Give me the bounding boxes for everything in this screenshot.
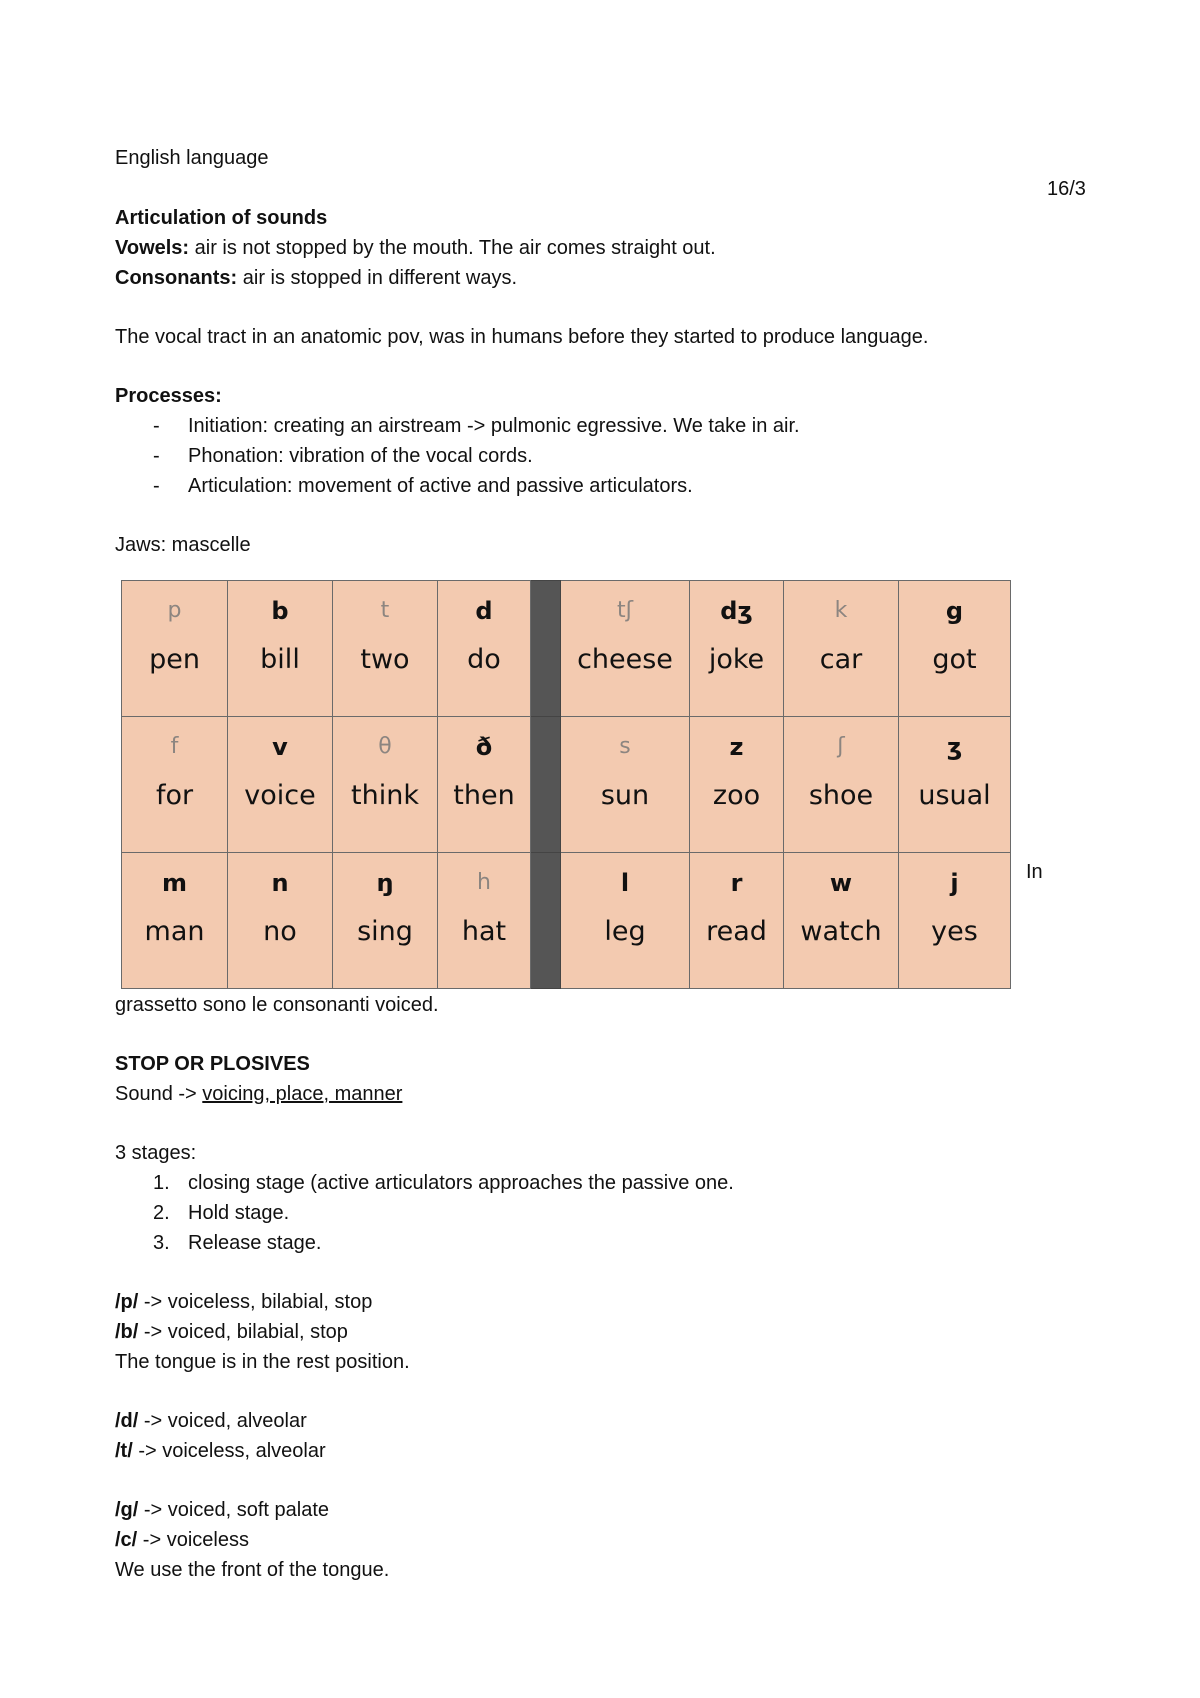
phoneme-desc: -> voiceless, bilabial, stop [138, 1291, 373, 1313]
phoneme-desc: -> voiced, alveolar [138, 1410, 307, 1432]
phoneme-ipa: /c/ [115, 1529, 138, 1551]
phoneme-desc: -> voiced, bilabial, stop [138, 1321, 348, 1343]
table-cell [333, 581, 438, 717]
consonants-text: air is stopped in different ways. [237, 267, 517, 289]
table-cell [122, 581, 228, 717]
phoneme-desc: -> voiced, soft palate [138, 1499, 330, 1521]
ipa-symbol: s [619, 734, 631, 759]
table-cell [228, 717, 333, 853]
table-cell [333, 717, 438, 853]
sound-prefix: Sound -> [115, 1083, 203, 1105]
example-word: car [819, 644, 863, 675]
table-cell [690, 717, 784, 853]
ipa-symbol: w [829, 869, 853, 897]
example-word: usual [918, 780, 991, 811]
phoneme-ipa: /p/ [115, 1291, 139, 1313]
ipa-symbol: h [477, 870, 491, 895]
example-word: for [155, 780, 194, 811]
table-cell [784, 853, 899, 989]
tongue-rest-note: The tongue is in the rest position. [115, 1351, 410, 1373]
ipa-symbol: d [475, 597, 493, 625]
list-marker: - [153, 475, 160, 497]
articulation-heading: Articulation of sounds [115, 207, 328, 229]
list-marker: - [153, 445, 160, 467]
example-word: hat [461, 916, 507, 947]
sound-underlined: voicing, place, manner [202, 1083, 403, 1105]
ipa-symbol: j [950, 869, 959, 897]
list-marker: 1. [153, 1172, 170, 1194]
table-cell [899, 853, 1011, 989]
phoneme-line [115, 1287, 372, 1317]
example-word: cheese [577, 644, 673, 675]
table-cell [561, 853, 690, 989]
ipa-symbol: n [271, 869, 289, 897]
example-word: yes [931, 916, 978, 947]
example-word: leg [604, 916, 646, 947]
example-word: zoo [712, 780, 761, 811]
table-cell [690, 853, 784, 989]
consonants-label: Consonants: [115, 267, 238, 289]
table-cell [438, 853, 531, 989]
table-divider [531, 853, 561, 989]
table-row [122, 853, 1011, 989]
table-cell [333, 853, 438, 989]
table-cell [228, 581, 333, 717]
phoneme-desc: -> voiceless [137, 1529, 249, 1551]
ipa-symbol: m [161, 869, 187, 897]
example-word: joke [708, 644, 765, 675]
table-cell [561, 717, 690, 853]
list-text: Articulation: movement of active and passive articulators. [188, 475, 693, 497]
table-caption: grassetto sono le consonanti voiced. [115, 994, 439, 1016]
list-text: Phonation: vibration of the vocal cords. [188, 445, 533, 467]
ipa-symbol: b [271, 597, 289, 625]
table-cell [690, 581, 784, 717]
list-text: Hold stage. [188, 1202, 290, 1224]
table-divider [531, 717, 561, 853]
ipa-symbol: tʃ [616, 598, 634, 623]
table-cell [122, 853, 228, 989]
document-date: 16/3 [1047, 178, 1086, 200]
consonants-line [115, 263, 517, 293]
table-divider [531, 581, 561, 717]
ipa-symbol: r [730, 869, 743, 897]
phoneme-line [115, 1317, 348, 1347]
tongue-front-note: We use the front of the tongue. [115, 1559, 390, 1581]
ipa-symbol: ʒ [946, 733, 963, 761]
ipa-symbol: ŋ [376, 869, 394, 897]
list-marker: 2. [153, 1202, 170, 1224]
table-cell [438, 717, 531, 853]
example-word: two [360, 644, 410, 675]
phoneme-line [115, 1406, 307, 1436]
table-cell [561, 581, 690, 717]
consonant-table [121, 580, 1011, 989]
list-marker: - [153, 415, 160, 437]
jaws-note: Jaws: mascelle [115, 534, 251, 556]
example-word: pen [149, 644, 200, 675]
table-cell [122, 717, 228, 853]
table-row [122, 717, 1011, 853]
phoneme-ipa: /d/ [115, 1410, 139, 1432]
example-word: then [453, 780, 515, 811]
table-cell [784, 581, 899, 717]
example-word: man [144, 916, 205, 947]
ipa-symbol: dʒ [720, 597, 753, 625]
vowels-text: air is not stopped by the mouth. The air comes straight out. [189, 237, 716, 259]
example-word: got [932, 644, 977, 675]
phoneme-ipa: /b/ [115, 1321, 139, 1343]
list-text: Release stage. [188, 1232, 322, 1254]
ipa-symbol: g [945, 597, 964, 625]
phoneme-ipa: /g/ [115, 1499, 139, 1521]
list-marker: 3. [153, 1232, 170, 1254]
list-text: closing stage (active articulators approaches the passive one. [188, 1172, 734, 1194]
ipa-symbol: p [167, 598, 182, 623]
ipa-symbol: z [729, 733, 744, 761]
example-word: no [263, 916, 297, 947]
example-word: sun [600, 780, 650, 811]
ipa-symbol: t [380, 598, 390, 623]
ipa-symbol: θ [378, 734, 392, 759]
stops-heading: STOP OR PLOSIVES [115, 1053, 310, 1075]
list-text: Initiation: creating an airstream -> pulmonic egressive. We take in air. [188, 415, 800, 437]
ipa-symbol: ʃ [837, 734, 845, 759]
document-title: English language [115, 147, 269, 169]
table-row [122, 581, 1011, 717]
example-word: watch [800, 916, 882, 947]
table-cell [228, 853, 333, 989]
vowels-line [115, 233, 716, 263]
table-cell [784, 717, 899, 853]
phoneme-line [115, 1495, 329, 1525]
table-caption-start: In [1026, 861, 1043, 883]
phoneme-desc: -> voiceless, alveolar [132, 1440, 326, 1462]
stages-label: 3 stages: [115, 1142, 197, 1164]
table-cell [899, 581, 1011, 717]
ipa-symbol: l [620, 869, 630, 897]
ipa-symbol: k [834, 598, 848, 623]
ipa-symbol: f [170, 734, 179, 759]
example-word: sing [357, 916, 413, 947]
example-word: shoe [808, 780, 874, 811]
vocal-tract-note: The vocal tract in an anatomic pov, was in humans before they started to produce language. [115, 326, 929, 348]
table-cell [438, 581, 531, 717]
example-word: bill [260, 644, 300, 675]
example-word: voice [244, 780, 316, 811]
table-cell [899, 717, 1011, 853]
example-word: do [467, 644, 501, 675]
sound-line [115, 1079, 402, 1109]
processes-heading: Processes: [115, 385, 222, 407]
vowels-label: Vowels: [115, 237, 190, 259]
phoneme-ipa: /t/ [115, 1440, 133, 1462]
example-word: read [706, 916, 767, 947]
ipa-symbol: ð [475, 733, 493, 761]
phoneme-line [115, 1525, 249, 1555]
ipa-symbol: v [272, 733, 288, 761]
example-word: think [351, 780, 419, 811]
phoneme-line [115, 1436, 326, 1466]
